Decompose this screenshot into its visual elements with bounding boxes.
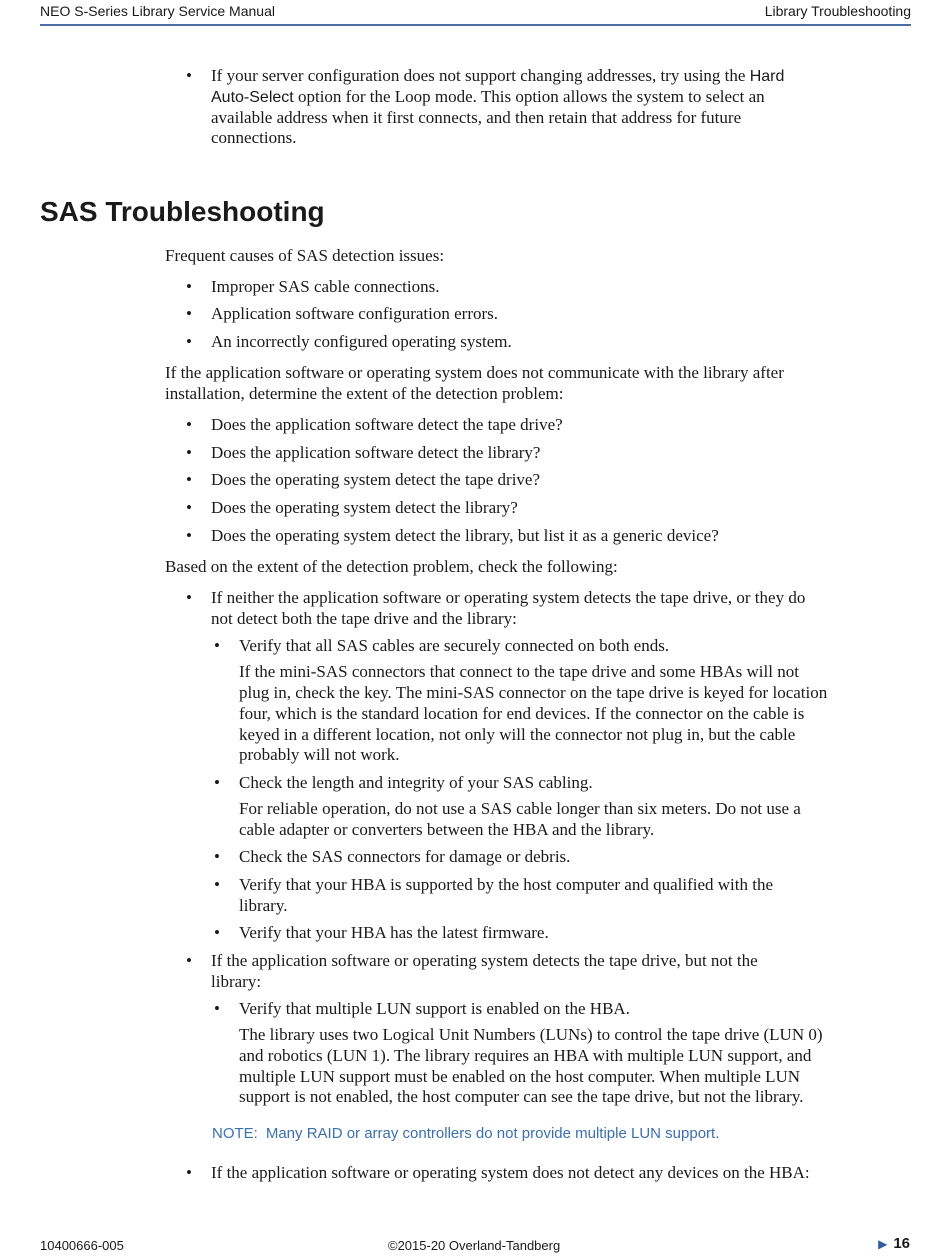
paragraph-line: Based on the extent of the detection problem, check the following: [165,557,618,576]
detail-line: probably will not work. [239,745,400,764]
case-line: If the application software or operating system detects the tape drive, but not the [211,951,758,970]
paragraph-line: installation, determine the extent of the detection problem: [165,384,564,403]
detail-line: If the mini-SAS connectors that connect to the tape drive and some HBAs will not [239,662,799,681]
detail-line: cable adapter or converters between the HBA and the library. [239,820,655,839]
question-item: Does the application software detect the library? [211,443,541,462]
sub-bullet-marker: • [214,847,220,866]
section-intro: Frequent causes of SAS detection issues: [165,246,445,265]
header-chapter-title: Library Troubleshooting [764,3,911,19]
detail-line: support is not enabled, the host computer can see the tape drive, but not the library. [239,1087,804,1106]
question-item: Does the operating system detect the tape drive? [211,470,541,489]
cause-item: An incorrectly configured operating system. [211,332,512,351]
sub-bullet-marker: • [214,875,220,894]
bullet-marker: • [186,588,192,607]
detail-line: The library uses two Logical Unit Numbers (LUNs) to control the tape drive (LUN 0) [239,1025,823,1044]
sub-item: Verify that all SAS cables are securely connected on both ends. [239,636,670,655]
header-manual-title: NEO S-Series Library Service Manual [40,3,275,19]
bullet-marker: • [186,498,192,517]
cause-item: Improper SAS cable connections. [211,277,440,296]
bullet-marker: • [186,332,192,351]
next-page-arrow-icon[interactable]: ▶ [878,1237,888,1251]
note-label: NOTE: [212,1125,258,1142]
bullet-marker: • [186,470,192,489]
question-item: Does the operating system detect the library? [211,498,518,517]
footer-doc-number: 10400666-005 [40,1238,124,1253]
detail-line: multiple LUN support must be enabled on the host computer. When multiple LUN [239,1067,801,1086]
bullet-marker: • [186,66,192,85]
case-line: library: [211,972,262,991]
note-callout [212,1125,719,1142]
bullet-marker: • [186,415,192,434]
detail-line: four, which is the standard location for end devices. If the connector on the cable is [239,704,805,723]
bullet-marker: • [186,277,192,296]
sub-item: Verify that your HBA has the latest firmware. [239,923,549,942]
paragraph-line: If the application software or operating system does not communicate with the library after [165,363,784,382]
footer-copyright: ©2015-20 Overland-Tandberg [388,1238,561,1253]
sub-item: Check the SAS connectors for damage or debris. [239,847,571,866]
sub-item: library. [239,896,288,915]
top-bullet-line3: available address when it first connects, and then retain that address for future [211,108,742,127]
sub-bullet-marker: • [214,773,220,792]
bullet-marker: • [186,1163,192,1182]
sub-item: Check the length and integrity of your SAS cabling. [239,773,593,792]
sub-bullet-marker: • [214,923,220,942]
bullet-marker: • [186,443,192,462]
case-line: If the application software or operating system does not detect any devices on the HBA: [211,1163,810,1182]
section-heading: SAS Troubleshooting [40,196,325,227]
top-bullet-line1 [211,66,784,88]
hard-option-label: Hard [749,68,785,85]
bullet-marker: • [186,951,192,970]
note-text: Many RAID or array controllers do not provide multiple LUN support. [265,1125,720,1142]
detail-line: and robotics (LUN 1). The library requires an HBA with multiple LUN support, and [239,1046,812,1065]
footer-page-number [878,1235,910,1252]
bullet-marker: • [186,304,192,323]
top-bullet-line4: connections. [211,128,297,147]
sub-item: Verify that your HBA is supported by the host computer and qualified with the [239,875,773,894]
autoselect-option-label: Auto-Select [211,89,294,106]
case-line: not detect both the tape drive and the library: [211,609,517,628]
question-item: Does the application software detect the tape drive? [211,415,563,434]
top-bullet-text: If your server configuration does not support changing addresses, try using the [211,66,750,85]
top-bullet-text: option for the Loop mode. This option allows the system to select an [293,87,765,106]
detail-line: keyed in a different location, not only will the connector not plug in, but the cable [239,725,796,744]
detail-line: plug in, check the key. The mini-SAS connector on the tape drive is keyed for location [239,683,828,702]
page-header [40,2,911,26]
cause-item: Application software configuration errors. [211,304,499,323]
detail-line: For reliable operation, do not use a SAS cable longer than six meters. Do not use a [239,799,801,818]
case-line: If neither the application software or operating system detects the tape drive, or they do [211,588,806,607]
bullet-marker: • [186,526,192,545]
question-item: Does the operating system detect the library, but list it as a generic device? [211,526,719,545]
sub-bullet-marker: • [214,636,220,655]
page-number: 16 [893,1235,910,1252]
sub-item: Verify that multiple LUN support is enabled on the HBA. [239,999,630,1018]
top-bullet-line2 [211,87,765,109]
sub-bullet-marker: • [214,999,220,1018]
